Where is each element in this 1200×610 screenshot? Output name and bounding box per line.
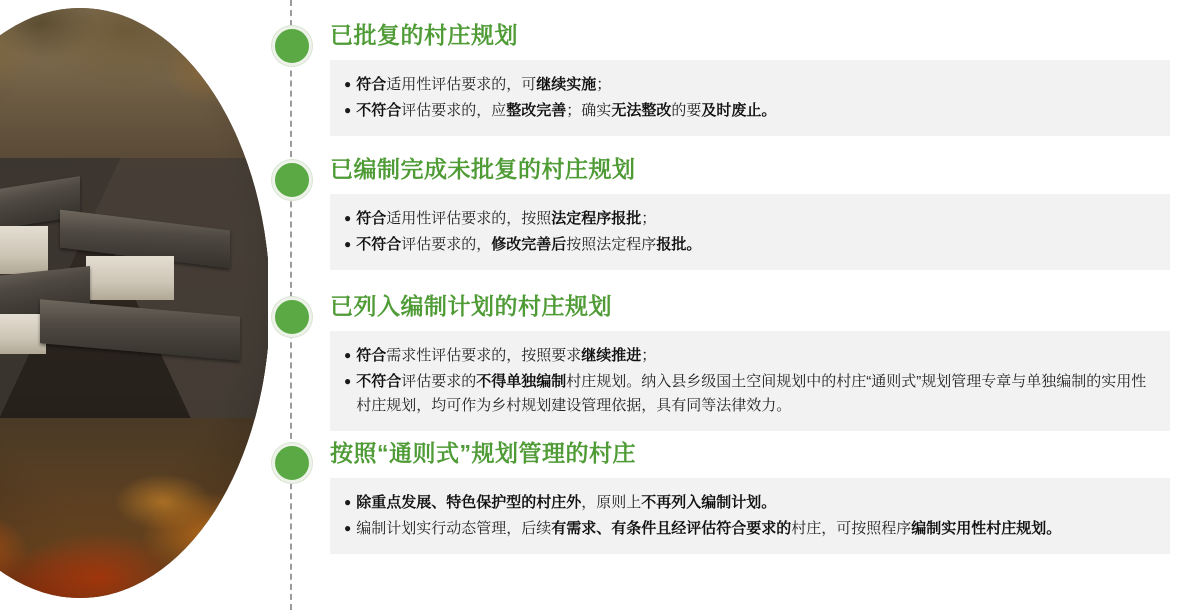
photo-panel (0, 0, 268, 610)
section-body (330, 331, 1170, 432)
list-item-text: 符合适用性评估要求的，按照法定程序报批； (356, 209, 657, 227)
section-general-rule-villages (330, 440, 1170, 554)
list-item-text: 不符合评估要求的，修改完善后按照法定程序报批。 (356, 235, 702, 253)
bullet-icon: ● (344, 520, 352, 535)
bullet-icon: ● (344, 76, 352, 91)
section-body (330, 194, 1170, 271)
bullet-icon: ● (344, 236, 352, 251)
bullet-icon: ● (344, 102, 352, 117)
section-body (330, 478, 1170, 555)
bullet-icon: ● (344, 494, 352, 509)
bullet-icon: ● (344, 347, 352, 362)
list-item (344, 99, 1154, 123)
list-item-text: 不符合评估要求的，应整改完善；确实无法整改的要及时废止。 (356, 101, 777, 119)
list-item-text: 符合需求性评估要求的，按照要求继续推进； (356, 346, 657, 364)
bullet-icon: ● (344, 373, 352, 388)
list-item-text: 除重点发展、特色保护型的村庄外，原则上不再列入编制计划。 (356, 493, 777, 511)
section-title: 已批复的村庄规划 (330, 22, 518, 48)
list-item-text: 符合适用性评估要求的，可继续实施； (356, 75, 612, 93)
list-item (344, 370, 1154, 419)
list-item (344, 207, 1154, 231)
list-item (344, 517, 1154, 541)
section-title: 已列入编制计划的村庄规划 (330, 293, 612, 319)
section-planned-plans (330, 293, 1170, 431)
timeline-dot-3 (272, 297, 312, 337)
list-item (344, 233, 1154, 257)
list-item-text: 不符合评估要求的不得单独编制村庄规划。纳入县乡级国土空间规划中的村庄“通则式”规划管理专章与单独编制的实用性村庄规划，均可作为乡村规划建设管理依据，具有同等法律效力。 (356, 372, 1147, 415)
timeline-dot-1 (272, 26, 312, 66)
section-body (330, 60, 1170, 137)
section-approved-plans (330, 22, 1170, 136)
list-item (344, 73, 1154, 97)
bullet-icon: ● (344, 210, 352, 225)
timeline-dot-2 (272, 160, 312, 200)
list-item-text: 编制计划实行动态管理，后续有需求、有条件且经评估符合要求的村庄，可按照程序编制实用性村庄规划。 (356, 519, 1062, 537)
section-completed-unapproved-plans (330, 156, 1170, 270)
list-item (344, 491, 1154, 515)
photo-vignette (0, 8, 268, 598)
section-title: 按照“通则式”规划管理的村庄 (330, 440, 636, 466)
timeline-dot-4 (272, 443, 312, 483)
section-title: 已编制完成未批复的村庄规划 (330, 156, 636, 182)
village-photo (0, 8, 268, 598)
list-item (344, 344, 1154, 368)
